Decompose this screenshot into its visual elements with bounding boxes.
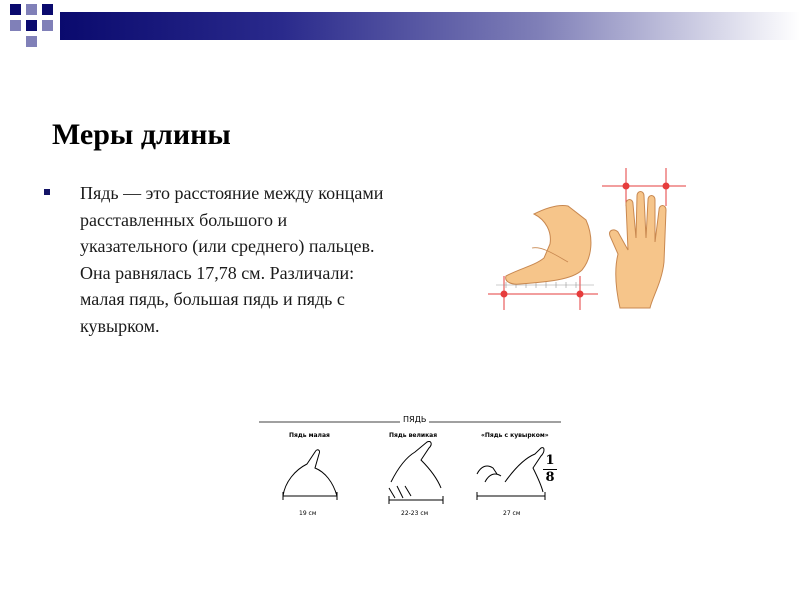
bullet-item [44, 180, 384, 339]
label-tumble-span: «Пядь с кувырком» [481, 432, 549, 439]
fraction-denominator: 8 [545, 470, 555, 485]
bullet-square-icon [44, 189, 50, 195]
span-header-label: ПЯДЬ [400, 415, 429, 424]
measure-tumble-span: 27 см [503, 510, 521, 517]
label-great-span: Пядь великая [389, 432, 438, 439]
measure-small-span: 19 см [299, 510, 317, 517]
fraction-one-eighth [543, 454, 557, 485]
corner-squares-decoration [0, 0, 60, 52]
title-band [60, 12, 800, 40]
label-small-span: Пядь малая [289, 432, 330, 439]
span-types-illustration [255, 412, 570, 532]
measure-great-span: 22-23 см [401, 510, 429, 517]
slide-title: Меры длины [52, 118, 231, 151]
hands-measuring-illustration [486, 158, 692, 314]
bullet-text: Пядь — это расстояние между концами расставленных большого и указательного (или среднего) пальцев. Она равнялась 17,78 см. Различали: малая пядь, большая пядь и пядь с кувырком. [80, 183, 384, 336]
fraction-numerator: 1 [545, 453, 555, 468]
